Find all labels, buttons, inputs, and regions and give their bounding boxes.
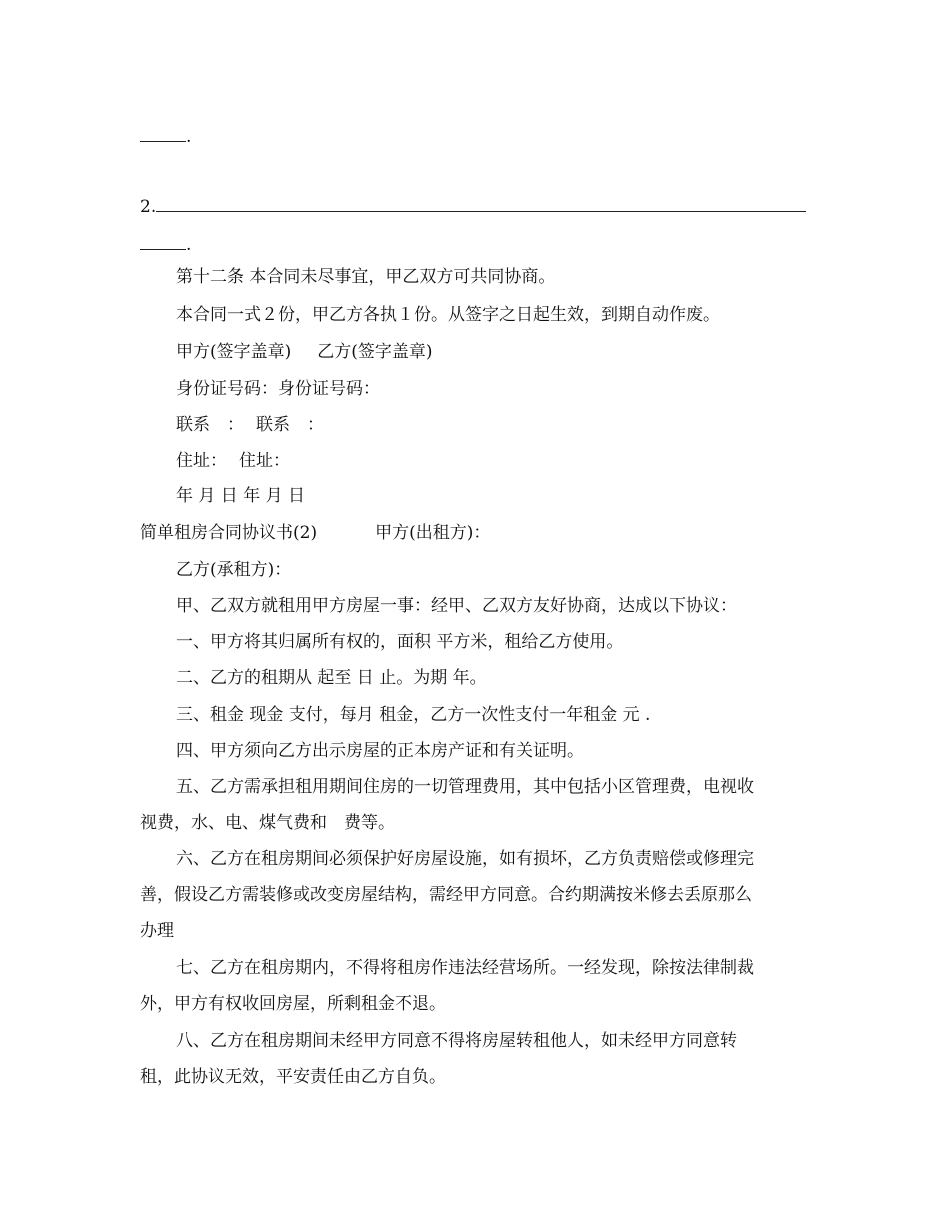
party-a-address-label: 住址： bbox=[176, 451, 227, 471]
clause-6-line-1: 六、乙方在租房期间必须保护好房屋设施，如有损坏，乙方负责赔偿或修理完 bbox=[176, 849, 754, 869]
clause-8-line-2: 租，此协议无效，平安责任由乙方自负。 bbox=[140, 1067, 446, 1087]
article-12: 第十二条 本合同未尽事宜，甲乙双方可共同协商。 bbox=[176, 267, 556, 287]
clause-7-line-1: 七、乙方在租房期内，不得将租房作违法经营场所。一经发现，除按法律制裁 bbox=[176, 958, 754, 978]
clause-8-line-1: 八、乙方在租房期间未经甲方同意不得将房屋转租他人，如未经甲方同意转 bbox=[176, 1031, 737, 1051]
clause-4: 四、甲方须向乙方出示房屋的正本房产证和有关证明。 bbox=[176, 741, 584, 761]
clause-3: 三、租金 现金 支付，每月 租金，乙方一次性支付一年租金 元 . bbox=[176, 705, 651, 725]
date-line bbox=[176, 485, 305, 507]
fill-blank bbox=[140, 235, 186, 250]
party-b-address-label: 住址： bbox=[239, 451, 290, 471]
clause-7-line-2: 外，甲方有权收回房屋，所剩租金不退。 bbox=[140, 994, 446, 1014]
party-a-date: 年 月 日 bbox=[176, 486, 238, 506]
blank-line-end-2: . bbox=[140, 234, 191, 256]
clause-6-line-3: 办理 bbox=[140, 921, 174, 941]
clause-5-line-1: 五、乙方需承担租用期间住房的一切管理费用，其中包括小区管理费，电视收 bbox=[176, 777, 754, 797]
party-b-date: 年 月 日 bbox=[243, 486, 306, 506]
address-line bbox=[176, 450, 290, 472]
contact-line bbox=[176, 414, 324, 436]
clause-6-line-2: 善，假设乙方需装修或改变房屋结构，需经甲方同意。合约期满按米修去丢原那么 bbox=[140, 885, 752, 905]
signature-line bbox=[176, 341, 433, 363]
party-a-signature-label: 甲方(签字盖章) bbox=[176, 342, 292, 362]
party-b-lessee-label: 乙方(承租方)： bbox=[176, 560, 292, 580]
party-b-contact-label: 联系 ： bbox=[256, 415, 324, 435]
contract-2-heading-line bbox=[140, 522, 490, 544]
party-b-signature-label: 乙方(签字盖章) bbox=[317, 342, 433, 362]
party-a-lessor-label: 甲方(出租方)： bbox=[375, 523, 491, 543]
item-2-line bbox=[140, 196, 806, 218]
fill-blank bbox=[140, 127, 186, 142]
clause-1: 一、甲方将其归属所有权的，面积 平方米，租给乙方使用。 bbox=[176, 632, 624, 652]
contract-2-title: 简单租房合同协议书(2) bbox=[140, 523, 318, 543]
party-a-contact-label: 联系 ： bbox=[176, 415, 244, 435]
blank-line-end-1: . bbox=[140, 126, 191, 148]
agreement-intro: 甲、乙双方就租用甲方房屋一事：经甲、乙双方友好协商，达成以下协议： bbox=[176, 596, 737, 616]
item-2-number: 2. bbox=[140, 197, 157, 217]
copies-clause: 本合同一式２份，甲乙方各执１份。从签字之日起生效，到期自动作废。 bbox=[176, 305, 720, 325]
fill-blank bbox=[156, 197, 806, 212]
clause-5-line-2: 视费，水、电、煤气费和 费等。 bbox=[140, 813, 395, 833]
party-b-id-label: 身份证号码： bbox=[278, 379, 380, 399]
clause-2: 二、乙方的租期从 起至 日 止。为期 年。 bbox=[176, 668, 487, 688]
party-a-id-label: 身份证号码： bbox=[176, 379, 278, 399]
id-number-line bbox=[176, 378, 380, 400]
